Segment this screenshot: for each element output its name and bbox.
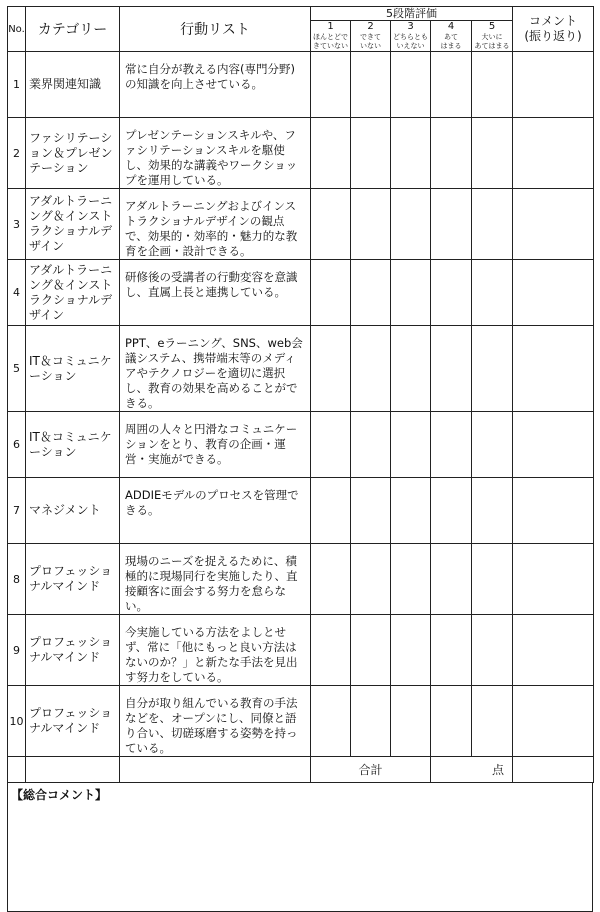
score-cell-3[interactable] bbox=[391, 478, 431, 544]
rating-level-description-2 bbox=[351, 32, 391, 52]
total-row bbox=[8, 757, 594, 783]
score-cell-3[interactable] bbox=[391, 686, 431, 757]
row-number: 2 bbox=[8, 118, 26, 189]
header-comment-line2: (振り返り) bbox=[524, 29, 582, 43]
score-cell-3[interactable] bbox=[391, 260, 431, 326]
score-cell-5[interactable] bbox=[472, 52, 513, 118]
header-category: カテゴリー bbox=[26, 7, 120, 52]
table-row bbox=[8, 544, 594, 615]
score-cell-2[interactable] bbox=[351, 118, 391, 189]
score-cell-2[interactable] bbox=[351, 544, 391, 615]
score-cell-1[interactable] bbox=[311, 412, 351, 478]
rating-desc-line1: あて bbox=[444, 32, 458, 41]
comment-cell[interactable] bbox=[513, 544, 594, 615]
score-cell-1[interactable] bbox=[311, 326, 351, 412]
rating-desc-line2: はまる bbox=[440, 41, 462, 50]
row-action: PPT、eラーニング、SNS、web会議システム、携帯端末等のメディアやテクノロジーを適切に選択し、教育の効果を高めることができる。 bbox=[120, 326, 311, 412]
rating-desc-line1: ほんとどで bbox=[313, 32, 348, 41]
score-cell-3[interactable] bbox=[391, 189, 431, 260]
rating-desc-line2: いない bbox=[360, 41, 381, 50]
score-cell-2[interactable] bbox=[351, 260, 391, 326]
row-number: 10 bbox=[8, 686, 26, 757]
row-category: ファシリテーション＆プレゼンテーション bbox=[26, 118, 120, 189]
total-blank-action bbox=[120, 757, 311, 783]
comment-cell[interactable] bbox=[513, 118, 594, 189]
rating-desc-line1: どちらとも bbox=[393, 32, 428, 41]
row-number: 5 bbox=[8, 326, 26, 412]
score-cell-4[interactable] bbox=[431, 615, 472, 686]
score-cell-3[interactable] bbox=[391, 615, 431, 686]
comment-cell[interactable] bbox=[513, 326, 594, 412]
score-cell-3[interactable] bbox=[391, 118, 431, 189]
score-cell-4[interactable] bbox=[431, 189, 472, 260]
score-cell-5[interactable] bbox=[472, 260, 513, 326]
evaluation-table bbox=[7, 6, 594, 783]
header-action-list: 行動リスト bbox=[120, 7, 311, 52]
row-category: プロフェッショナルマインド bbox=[26, 686, 120, 757]
comment-cell[interactable] bbox=[513, 615, 594, 686]
row-action: プレゼンテーションスキルや、ファシリテーションスキルを駆使し、効果的な講義やワークショップを運用している。 bbox=[120, 118, 311, 189]
score-cell-1[interactable] bbox=[311, 686, 351, 757]
total-blank-category bbox=[26, 757, 120, 783]
row-action: アダルトラーニングおよびインストラクショナルデザインの観点で、効果的・効率的・魅力的な教育を企画・設計できる。 bbox=[120, 189, 311, 260]
row-number: 8 bbox=[8, 544, 26, 615]
rating-level-5: 5 bbox=[472, 21, 513, 33]
row-number: 4 bbox=[8, 260, 26, 326]
score-cell-3[interactable] bbox=[391, 52, 431, 118]
score-cell-1[interactable] bbox=[311, 260, 351, 326]
rating-desc-line1: できて bbox=[360, 32, 381, 41]
score-cell-2[interactable] bbox=[351, 412, 391, 478]
comment-cell[interactable] bbox=[513, 260, 594, 326]
row-number: 9 bbox=[8, 615, 26, 686]
score-cell-4[interactable] bbox=[431, 52, 472, 118]
rating-desc-line1: 大いに bbox=[481, 32, 503, 41]
score-cell-4[interactable] bbox=[431, 478, 472, 544]
row-category: アダルトラーニング＆インストラクショナルデザイン bbox=[26, 189, 120, 260]
comment-cell[interactable] bbox=[513, 52, 594, 118]
score-cell-4[interactable] bbox=[431, 686, 472, 757]
row-category: マネジメント bbox=[26, 478, 120, 544]
score-cell-4[interactable] bbox=[431, 260, 472, 326]
table-row bbox=[8, 412, 594, 478]
row-action: 常に自分が教える内容(専門分野)の知識を向上させている。 bbox=[120, 52, 311, 118]
total-blank-no bbox=[8, 757, 26, 783]
score-cell-2[interactable] bbox=[351, 189, 391, 260]
header-five-level-rating: 5段階評価 bbox=[311, 7, 513, 21]
score-cell-5[interactable] bbox=[472, 189, 513, 260]
rating-desc-line2: あてはまる bbox=[474, 41, 510, 50]
score-cell-1[interactable] bbox=[311, 544, 351, 615]
total-comment-cell[interactable] bbox=[513, 757, 594, 783]
rating-desc-line2: きていない bbox=[313, 41, 348, 50]
comment-cell[interactable] bbox=[513, 189, 594, 260]
score-cell-1[interactable] bbox=[311, 189, 351, 260]
overall-comment-box[interactable] bbox=[7, 783, 593, 912]
table-row bbox=[8, 118, 594, 189]
row-category: アダルトラーニング＆インストラクショナルデザイン bbox=[26, 260, 120, 326]
score-cell-2[interactable] bbox=[351, 478, 391, 544]
header-comment-line1: コメント bbox=[529, 14, 578, 28]
row-number: 1 bbox=[8, 52, 26, 118]
rating-level-description-3 bbox=[391, 32, 431, 52]
score-cell-4[interactable] bbox=[431, 118, 472, 189]
rating-desc-line2: いえない bbox=[396, 41, 425, 50]
score-cell-3[interactable] bbox=[391, 326, 431, 412]
score-cell-2[interactable] bbox=[351, 326, 391, 412]
row-action: 自分が取り組んでいる教育の手法などを、オープンにし、同僚と語り合い、切磋琢磨する姿勢を持っている。 bbox=[120, 686, 311, 757]
rating-level-description-4 bbox=[431, 32, 472, 52]
total-points-field[interactable]: 点 bbox=[431, 757, 513, 783]
comment-cell[interactable] bbox=[513, 686, 594, 757]
score-cell-1[interactable] bbox=[311, 615, 351, 686]
score-cell-5[interactable] bbox=[472, 412, 513, 478]
row-number: 7 bbox=[8, 478, 26, 544]
row-action: 現場のニーズを捉えるために、積極的に現場同行を実施したり、直接顧客に面会する努力を怠らない。 bbox=[120, 544, 311, 615]
score-cell-5[interactable] bbox=[472, 478, 513, 544]
score-cell-3[interactable] bbox=[391, 544, 431, 615]
table-row bbox=[8, 189, 594, 260]
total-label: 合計 bbox=[311, 757, 431, 783]
table-row bbox=[8, 478, 594, 544]
row-action: 周囲の人々と円滑なコミュニケーションをとり、教育の企画・運営・実施ができる。 bbox=[120, 412, 311, 478]
row-category: IT＆コミュニケーション bbox=[26, 412, 120, 478]
rating-level-4: 4 bbox=[431, 21, 472, 33]
score-cell-5[interactable] bbox=[472, 615, 513, 686]
self-evaluation-sheet bbox=[7, 6, 594, 912]
score-cell-2[interactable] bbox=[351, 686, 391, 757]
table-body bbox=[8, 52, 594, 783]
table-row bbox=[8, 326, 594, 412]
table-row bbox=[8, 615, 594, 686]
rating-level-3: 3 bbox=[391, 21, 431, 33]
score-cell-5[interactable] bbox=[472, 118, 513, 189]
row-number: 3 bbox=[8, 189, 26, 260]
overall-comment-title: 【総合コメント】 bbox=[11, 788, 108, 802]
score-cell-4[interactable] bbox=[431, 412, 472, 478]
score-cell-5[interactable] bbox=[472, 544, 513, 615]
row-category: プロフェッショナルマインド bbox=[26, 615, 120, 686]
row-category: 業界関連知識 bbox=[26, 52, 120, 118]
comment-cell[interactable] bbox=[513, 412, 594, 478]
score-cell-1[interactable] bbox=[311, 52, 351, 118]
score-cell-3[interactable] bbox=[391, 412, 431, 478]
table-header bbox=[8, 7, 594, 52]
score-cell-1[interactable] bbox=[311, 478, 351, 544]
rating-level-1: 1 bbox=[311, 21, 351, 33]
score-cell-5[interactable] bbox=[472, 326, 513, 412]
score-cell-2[interactable] bbox=[351, 52, 391, 118]
score-cell-5[interactable] bbox=[472, 686, 513, 757]
row-category: プロフェッショナルマインド bbox=[26, 544, 120, 615]
header-no: No. bbox=[8, 7, 26, 52]
score-cell-2[interactable] bbox=[351, 615, 391, 686]
score-cell-1[interactable] bbox=[311, 118, 351, 189]
comment-cell[interactable] bbox=[513, 478, 594, 544]
row-action: 今実施している方法をよしとせず、常に「他にもっと良い方法はないのか？」と新たな手法を見出す努力をしている。 bbox=[120, 615, 311, 686]
header-comment bbox=[513, 7, 594, 52]
rating-level-2: 2 bbox=[351, 21, 391, 33]
table-row bbox=[8, 686, 594, 757]
score-cell-4[interactable] bbox=[431, 326, 472, 412]
rating-level-description-5 bbox=[472, 32, 513, 52]
rating-level-description-1 bbox=[311, 32, 351, 52]
score-cell-4[interactable] bbox=[431, 544, 472, 615]
row-action: 研修後の受講者の行動変容を意識し、直属上長と連携している。 bbox=[120, 260, 311, 326]
row-number: 6 bbox=[8, 412, 26, 478]
table-row bbox=[8, 52, 594, 118]
row-action: ADDIEモデルのプロセスを管理できる。 bbox=[120, 478, 311, 544]
table-row bbox=[8, 260, 594, 326]
row-category: IT＆コミュニケーション bbox=[26, 326, 120, 412]
